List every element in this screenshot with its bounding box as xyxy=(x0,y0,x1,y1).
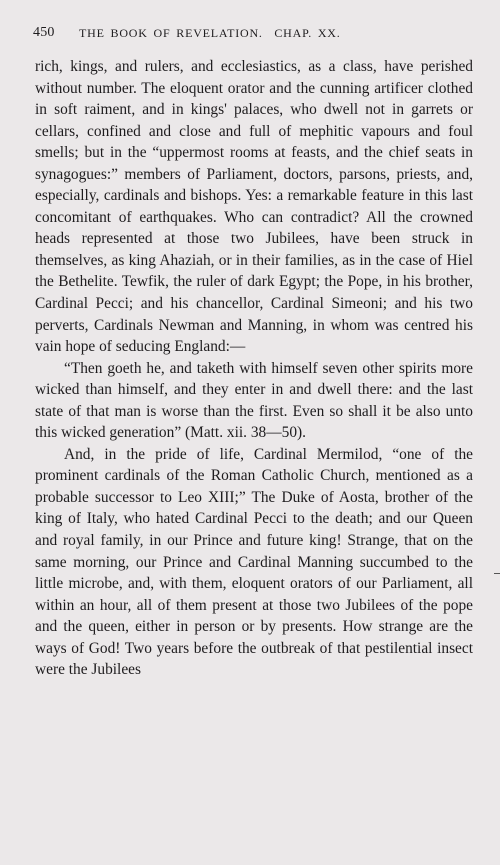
paragraph-cardinal-mermilod: And, in the pride of life, Cardinal Mermilod, “one of the prominent cardinals of the Roman Catholic Church, mentioned as a probable successor to Leo XIII;” The Duke of Aosta, brother of the king of Italy, who hated Cardinal Pecci to the death; and our Queen and royal family, in our Prince and future king! Strange, that on the same morning, our Prince and Cardinal Manning succumbed to the little microbe, and, with them, eloquent orators of our Parliament, all within an hour, all of them present at those two Jubilees of the pope and the queen, either in person or by presents. How strange are the ways of God! Two years before the outbreak of that pestilential insect were the Jubilees xyxy=(35,445,473,679)
paragraph-continuation: rich, kings, and rulers, and ecclesiastics, as a class, have perished without number. The eloquent orator and the cunning artificer clothed in soft raiment, and in kings' palaces, who dwell not in garrets or cellars, confined and close and full of mephitic vapours and foul smells; but in the “uppermost rooms at feasts, and the chief seats in synagogues:” members of Parliament, doctors, parsons, priests, and, especially, cardinals and bishops. Yes: a remarkable feature in this last concomitant of earthquakes. Who can contradict? All the crowned heads represented at those two Jubilees, have been struck in themselves, as king Ahaziah, or in their families, as in the case of Hiel the Bethelite. Tewfik, the ruler of dark Egypt; the Pope, in his brother, Cardinal Pecci; and his chancellor, Cardinal Simeoni; and his two perverts, Cardinals Newman and Manning, in whom was centred his vain hope of seducing England:— xyxy=(35,58,473,356)
chapter-label: CHAP. XX. xyxy=(274,26,341,40)
page-number: 450 xyxy=(33,25,55,40)
running-header xyxy=(33,25,473,45)
paragraph-scripture-quote: “Then goeth he, and taketh with himself seven other spirits more wicked than himself, and they enter in and dwell there: and the last state of that man is worse than the first. Even so shall it be also unto this wicked generation” (Matt. xii. 38—50). xyxy=(35,359,473,442)
book-title: THE BOOK OF REVELATION. xyxy=(79,26,263,40)
body-text xyxy=(35,56,473,681)
margin-tick xyxy=(494,573,500,574)
running-title xyxy=(79,26,341,41)
